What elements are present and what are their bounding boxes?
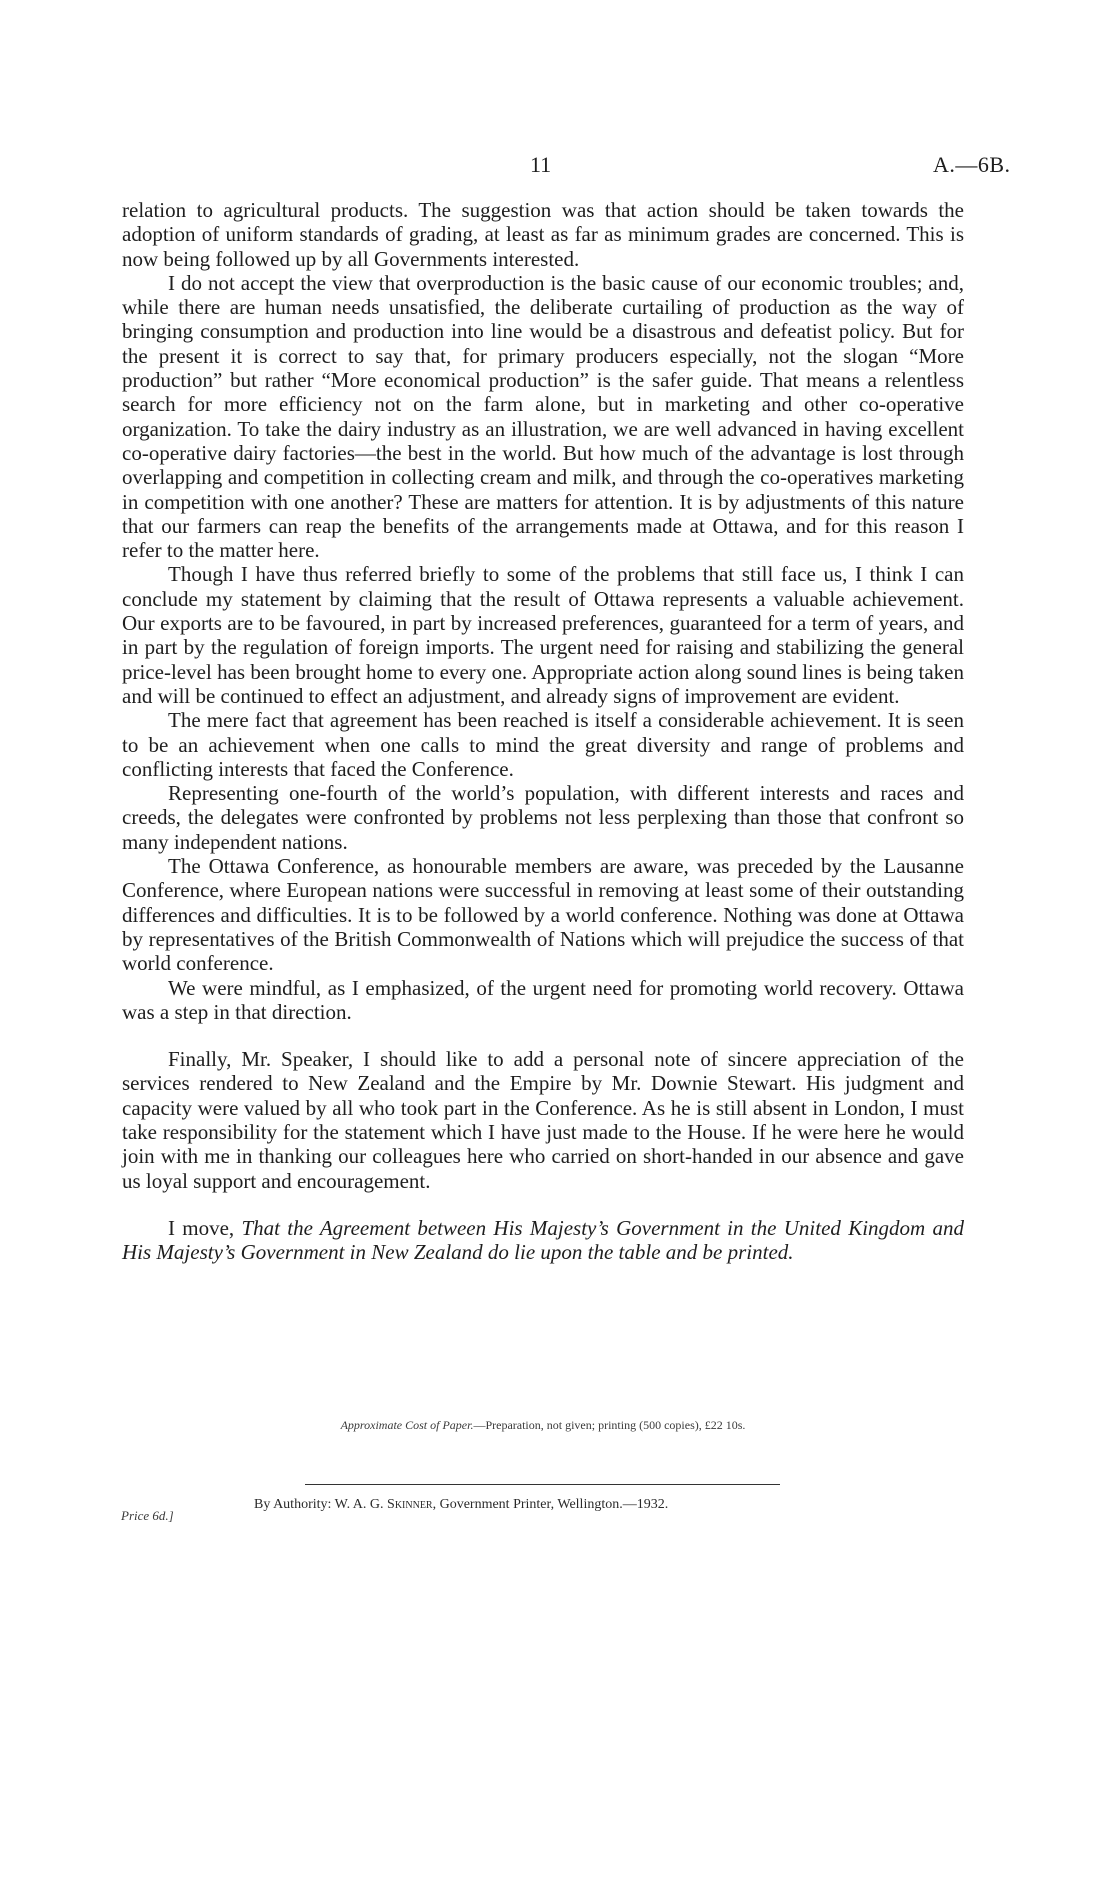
authority-suffix: , Government Printer, Wellington.—1932. xyxy=(432,1497,669,1512)
paragraph: I do not accept the view that overproduction is the basic cause of our economic troubles; and, while there are human needs unsatisfied, the deliberate curtailing of production as the way of bringing consumption and production into line would be a disastrous and defeatist policy. But for the present it is correct to say that, for primary producers especially, not the slogan “More production” but rather “More economical production” is the safer guide. That means a relentless search for more efficiency not on the farm alone, but in marketing and other co-operative organization. To take the dairy industry as an illustration, we are well advanced in having excellent co-operative dairy factories—the best in the world. But how much of the advantage is lost through overlapping and competition in collecting cream and milk, and through the co-operatives marketing in competition with one another? These are matters for attention. It is by adjustments of this nature that our farmers can reap the benefits of the arrangements made at Ottawa, and for this reason I refer to the matter here. xyxy=(122,270,964,563)
price-label: Price 6d.] xyxy=(121,1508,174,1523)
paragraph: Representing one-fourth of the world’s population, with different interests and races and creeds, the delegates were confronted by problems not less perplexing than those that confront so many independent nations. xyxy=(122,781,964,854)
printer-surname: Skinner xyxy=(387,1497,433,1512)
paragraph: The mere fact that agreement has been reached is itself a considerable achievement. It is seen to be an achievement when one calls to mind the great diversity and range of problems and conflicting interests that faced the Conference. xyxy=(122,708,964,781)
motion-paragraph xyxy=(122,1216,964,1265)
cost-label: Approximate Cost of Paper. xyxy=(340,1418,474,1432)
authority-prefix: By Authority: W. A. G. xyxy=(254,1497,388,1512)
paragraph: The Ottawa Conference, as honourable members are aware, was preceded by the Lausanne Conference, where European nations were successful in removing at least some of their outstanding differences and difficulties. It is to be followed by a world conference. Nothing was done at Ottawa by representatives of the British Commonwealth of Nations which will prejudice the success of that world conference. xyxy=(122,854,964,976)
paragraph: Though I have thus referred briefly to some of the problems that still face us, I think I can conclude my statement by claiming that the result of Ottawa represents a valuable achievement. Our exports are to be favoured, in part by increased preferences, guaranteed for a term of years, and in part by the regulation of foreign imports. The urgent need for raising and stabilizing the general price-level has been brought home to every one. Appropriate action along sound lines is being taken and will be continued to effect an adjustment, and already signs of improvement are evident. xyxy=(122,562,964,708)
divider-rule xyxy=(305,1484,780,1485)
motion-text: That the Agreement between His Majesty’s Government in the United Kingdom and His Majesty’s Government in New Zealand do lie upon the table and be printed. xyxy=(122,1215,964,1265)
cost-details: —Preparation, not given; printing (500 copies), £22 10s. xyxy=(473,1418,746,1432)
paragraph: We were mindful, as I emphasized, of the urgent need for promoting world recovery. Ottawa was a step in that direction. xyxy=(122,975,964,1024)
document-reference: A.—6B. xyxy=(933,152,1011,177)
printer-authority xyxy=(254,1497,668,1513)
body-text xyxy=(122,198,964,1264)
cost-note xyxy=(122,1418,964,1433)
motion-lead: I move, xyxy=(168,1215,242,1240)
page-number: 11 xyxy=(530,152,552,177)
paragraph: Finally, Mr. Speaker, I should like to add a personal note of sincere appreciation of the services rendered to New Zealand and the Empire by Mr. Downie Stewart. His judgment and capacity were valued by all who took part in the Conference. As he is still absent in London, I must take responsibility for the statement which I have just made to the House. If he were here he would join with me in thanking our colleagues here who carried on short-handed in our absence and gave us loyal support and encouragement. xyxy=(122,1047,964,1193)
paragraph: relation to agricultural products. The suggestion was that action should be taken towards the adoption of uniform standards of grading, at least as far as minimum grades are concerned. This is now being followed up by all Governments interested. xyxy=(122,198,964,271)
